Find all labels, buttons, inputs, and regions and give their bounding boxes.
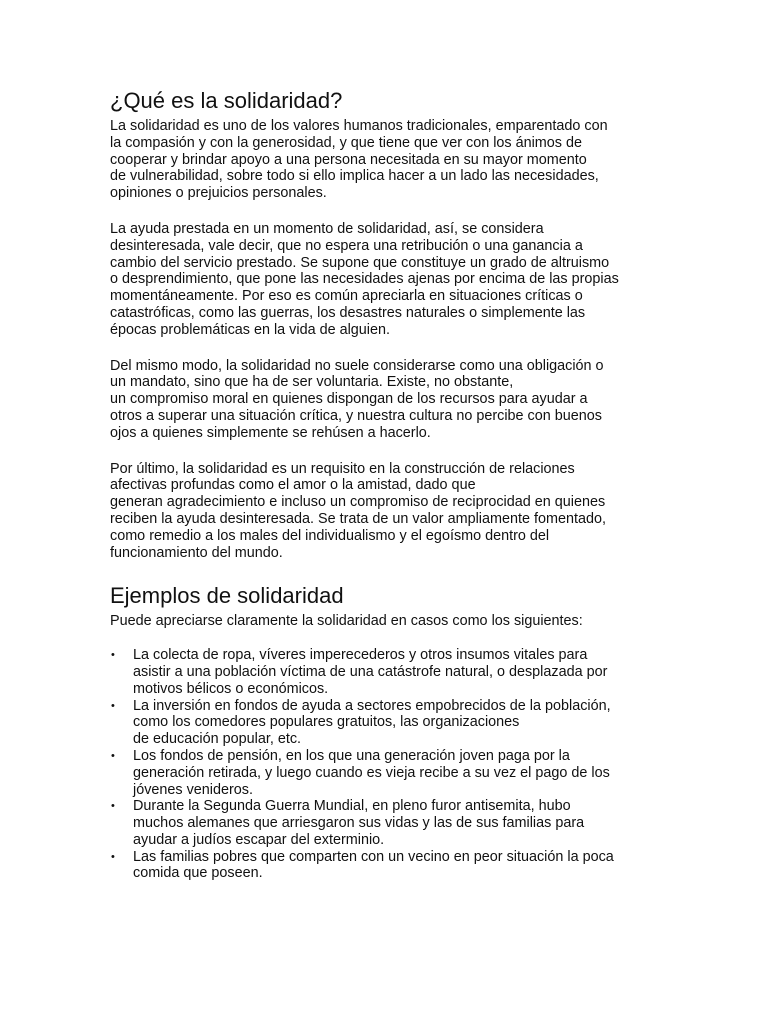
text-line: generación retirada, y luego cuando es vieja recibe a su vez el pago de los — [133, 764, 610, 781]
document-page — [110, 88, 670, 882]
text-line: cambio del servicio prestado. Se supone que constituye un grado de altruismo — [110, 254, 610, 271]
text-line: muchos alemanes que arriesgaron sus vidas y las de sus familias para — [133, 815, 585, 832]
text-line: catastróficas, como las guerras, los desastres naturales o simplemente las — [110, 304, 586, 321]
text-line: motivos bélicos o económicos. — [133, 680, 329, 697]
text-line: Las familias pobres que comparten con un vecino en peor situación la poca — [133, 848, 614, 865]
bullet-icon: • — [111, 699, 115, 712]
text-line: cooperar y brindar apoyo a una persona necesitada en su mayor momento — [110, 151, 587, 168]
paragraph-4 — [110, 461, 670, 562]
text-line: Por último, la solidaridad es un requisito en la construcción de relaciones — [110, 460, 575, 477]
text-line: jóvenes venideros. — [133, 781, 253, 798]
text-line: épocas problemáticas en la vida de alguien. — [110, 321, 390, 338]
examples-list — [110, 647, 670, 882]
paragraph-2 — [110, 221, 670, 339]
text-line: generan agradecimiento e incluso un compromiso de reciprocidad en quienes — [110, 494, 606, 511]
text-line: La colecta de ropa, víveres imperecederos y otros insumos vitales para — [133, 647, 588, 664]
text-line: La solidaridad es uno de los valores humanos tradicionales, emparentado con — [110, 118, 608, 134]
text-line: La ayuda prestada en un momento de solidaridad, así, se considera — [110, 220, 544, 237]
text-line: otros a superar una situación crítica, y nuestra cultura no percibe con buenos — [110, 407, 602, 424]
section-title-ejemplos: Ejemplos de solidaridad — [110, 583, 344, 609]
list-item — [110, 849, 670, 883]
text-line: Puede apreciarse claramente la solidaridad en casos como los siguientes: — [110, 613, 583, 630]
text-line: Durante la Segunda Guerra Mundial, en pleno furor antisemita, hubo — [133, 798, 571, 815]
text-line: un compromiso moral en quienes dispongan de los recursos para ayudar a — [110, 391, 588, 408]
text-line: La inversión en fondos de ayuda a sectores empobrecidos de la población, — [133, 697, 611, 714]
text-line: ojos a quienes simplemente se rehúsen a hacerlo. — [110, 424, 431, 441]
list-item — [110, 647, 670, 697]
list-item — [110, 698, 670, 748]
bullet-icon: • — [111, 749, 115, 762]
text-line: como los comedores populares gratuitos, las organizaciones — [133, 714, 520, 731]
text-line: funcionamiento del mundo. — [110, 544, 283, 561]
list-item — [110, 798, 670, 848]
text-line: de educación popular, etc. — [133, 731, 302, 748]
list-item — [110, 748, 670, 798]
bullet-icon: • — [111, 800, 115, 813]
text-line: la compasión y con la generosidad, y que tiene que ver con los ánimos de — [110, 134, 582, 151]
text-line: desinteresada, vale decir, que no espera una retribución o una ganancia a — [110, 237, 583, 254]
text-line: o desprendimiento, que pone las necesidades ajenas por encima de las propias — [110, 271, 619, 288]
text-line: afectivas profundas como el amor o la amistad, dado que — [110, 477, 476, 494]
paragraph-3 — [110, 358, 670, 442]
text-line: asistir a una población víctima de una catástrofe natural, o desplazada por — [133, 663, 608, 680]
list-intro — [110, 613, 670, 630]
paragraph-1 — [110, 118, 670, 202]
text-line: ayudar a judíos escapar del exterminio. — [133, 831, 385, 848]
text-line: Del mismo modo, la solidaridad no suele considerarse como una obligación o — [110, 357, 604, 374]
section-title-que-es: ¿Qué es la solidaridad? — [110, 88, 343, 113]
text-line: reciben la ayuda desinteresada. Se trata de un valor ampliamente fomentado, — [110, 510, 606, 527]
text-line: comida que poseen. — [133, 865, 263, 882]
text-line: opiniones o prejuicios personales. — [110, 185, 327, 202]
text-line: de vulnerabilidad, sobre todo si ello implica hacer a un lado las necesidades, — [110, 168, 599, 185]
bullet-icon: • — [111, 850, 115, 863]
text-line: un mandato, sino que ha de ser voluntaria. Existe, no obstante, — [110, 374, 514, 391]
text-line: Los fondos de pensión, en los que una generación joven paga por la — [133, 747, 570, 764]
text-line: como remedio a los males del individualismo y el egoísmo dentro del — [110, 527, 550, 544]
text-line: momentáneamente. Por eso es común apreciarla en situaciones críticas o — [110, 288, 583, 305]
bullet-icon: • — [111, 649, 115, 662]
